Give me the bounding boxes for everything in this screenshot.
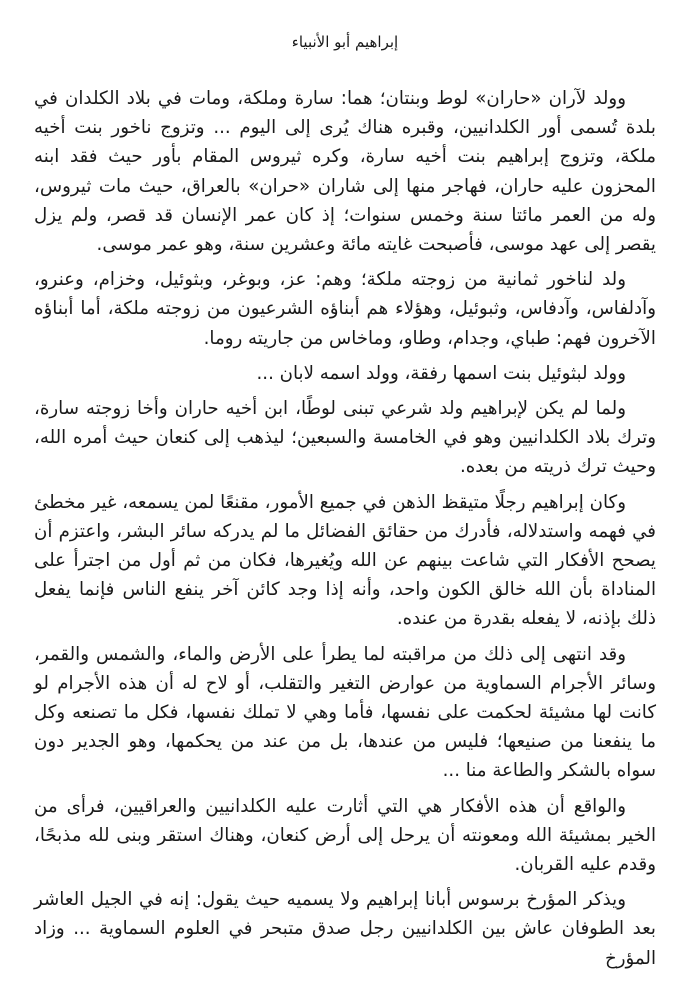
paragraph: ويذكر المؤرخ برسوس أبانا إبراهيم ولا يسميه حيث يقول: إنه في الجيل العاشر بعد الطوفان عاش بين الكلدانيين رجل صدق متبحر في العلوم السماوية ... وزاد المؤرخ: [34, 889, 656, 969]
paragraph: ولما لم يكن لإبراهيم ولد شرعي تبنى لوطًا، ابن أخيه حاران وأخا زوجته سارة، وترك بلاد الكلدانيين وهو في الخامسة والسبعين؛ ليذهب إلى كنعان حيث أمره الله، وحيث ترك ذريته من بعده.: [34, 398, 656, 478]
paragraph: وكان إبراهيم رجلًا متيقظ الذهن في جميع الأمور، مقنعًا لمن يسمعه، غير مخطئ في فهمه واستدلاله، فأدرك من حقائق الفضائل ما لم يدركه سائر البشر، واعتزم أن يصحح الأفكار التي شاعت بينهم عن الله ويُغيرها، فكان من ثم أول من اجترأ على المناداة بأن الله خالق الكون واحد، وأنه إذا وجد كائن آخر ينفع الناس فإنما يفعل ذلك بإذنه، لا يفعله بقدرة من عنده.: [34, 491, 656, 630]
running-header: إبراهيم أبو الأنبياء: [291, 33, 399, 51]
paragraph: وقد انتهى إلى ذلك من مراقبته لما يطرأ على الأرض والماء، والشمس والقمر، وسائر الأجرام السماوية من عوارض التغير والتقلب، أو لاح له أن هذه الأجرام لو كانت لها مشيئة لحكمت على نفسها، فأما وهي لا تملك نفسها، فكل ما تصنعه وكل ما ينفعنا من صنيعها؛ فليس من عندها، بل من عند من يحكمها، وهو الجدير دون سواه بالشكر والطاعة منا ...: [34, 643, 656, 782]
paragraph: وولد لبثوئيل بنت اسمها رفقة، وولد اسمه لابان ...: [256, 362, 626, 384]
paragraph: ولد لناخور ثمانية من زوجته ملكة؛ وهم: عز، وبوغر، وبثوئيل، وخزام، وعنرو، وآدلفاس، وآدفاس، وثبوئيل، وهؤلاء هم أبناؤه الشرعيون من زوجته ملكة، أما أبناؤه الآخرون فهم: طباي، وجدام، وطاو، وماخاس من جاريته روما.: [34, 269, 656, 349]
body-text: [34, 84, 656, 973]
paragraph: وولد لآران «حاران» لوط وبنتان؛ هما: سارة وملكة، ومات في بلاد الكلدان في بلدة تُسمى أور الكلدانيين، وقبره هناك يُرى إلى اليوم ... وتزوج ناخور بنت أخيه ملكة، وتزوج إبراهيم بنت أخيه سارة، وكره ثيروس المقام بأور حيث فقد ابنه المحزون عليه حاران، فهاجر منها إلى شاران «حران» بالعراق، حيث مات ثيروس، وله من العمر مائتا سنة وخمس سنوات؛ إذ كان عمر الإنسان قد قصر، ولم يزل يقصر إلى عهد موسى، فأصبحت غايته مائة وعشرين سنة، وهو عمر موسى.: [34, 88, 656, 256]
paragraph: والواقع أن هذه الأفكار هي التي أثارت عليه الكلدانيين والعراقيين، فرأى من الخير بمشيئة الله ومعونته أن يرحل إلى أرض كنعان، وهناك استقر وبنى لله مذبحًا، وقدم عليه القربان.: [34, 795, 656, 876]
